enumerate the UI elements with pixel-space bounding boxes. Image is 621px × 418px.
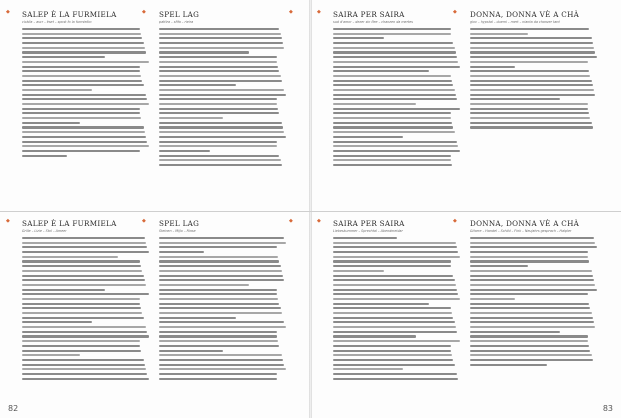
text-line — [22, 94, 146, 96]
body-text — [333, 28, 461, 166]
text-line — [470, 298, 515, 300]
text-line — [333, 265, 451, 267]
text-line — [333, 164, 452, 166]
text-line — [22, 141, 147, 143]
text-line — [333, 37, 384, 39]
text-line — [159, 155, 279, 157]
text-line — [159, 112, 279, 114]
text-line — [333, 340, 460, 342]
text-line — [333, 359, 453, 361]
text-line — [470, 279, 594, 281]
section-subtitle: Grille – Lizie – Stol – Ameer — [22, 229, 67, 233]
text-line — [470, 350, 590, 352]
text-line — [470, 312, 592, 314]
text-line — [470, 112, 589, 114]
text-line — [470, 270, 592, 272]
text-line — [22, 56, 105, 58]
text-line — [470, 321, 594, 323]
section-title: DONNA, DONNA VÈ A CHÀ — [470, 10, 580, 19]
text-line — [470, 364, 547, 366]
left-page-bottom-half — [0, 213, 310, 418]
text-line — [470, 284, 595, 286]
text-line — [159, 98, 277, 100]
section-subtitle: cicàlia – ascr – èset – spost fo la furmielbo — [22, 20, 92, 24]
text-line — [470, 70, 589, 72]
page-number: 83 — [602, 404, 613, 413]
marker-icon: ◆ — [289, 218, 293, 224]
text-line — [159, 279, 284, 281]
text-line — [333, 298, 460, 300]
text-line — [333, 246, 457, 248]
text-column — [333, 219, 461, 415]
text-line — [159, 164, 282, 166]
text-line — [22, 84, 144, 86]
section-title: SALEP È LA FURMIELA — [22, 219, 117, 228]
left-page — [0, 0, 310, 418]
section-title: SPEL LAG — [159, 10, 200, 19]
text-line — [22, 103, 149, 105]
text-line — [470, 359, 593, 361]
text-line — [22, 242, 146, 244]
text-line — [159, 312, 282, 314]
text-line — [22, 298, 140, 300]
body-text — [159, 28, 287, 166]
text-line — [22, 326, 146, 328]
text-line — [470, 340, 588, 342]
text-line — [470, 51, 595, 53]
right-page-top-half — [311, 4, 621, 209]
text-line — [22, 260, 140, 262]
text-line — [470, 80, 592, 82]
text-line — [333, 108, 460, 110]
text-line — [159, 317, 236, 319]
marker-icon: ◆ — [453, 218, 457, 224]
text-line — [159, 335, 277, 337]
text-line — [333, 289, 457, 291]
text-line — [22, 126, 144, 128]
text-line — [159, 237, 284, 239]
text-line — [159, 89, 284, 91]
section-subtitle: sud d'amor – dezer sin flee – chanzen da mertes — [333, 20, 413, 24]
text-line — [333, 155, 451, 157]
text-column — [159, 219, 287, 415]
text-line — [333, 303, 429, 305]
section-title: SALEP È LA FURMIELA — [22, 10, 117, 19]
text-column — [159, 10, 287, 206]
text-line — [333, 378, 458, 380]
text-line — [470, 66, 515, 68]
text-line — [159, 136, 286, 138]
text-line — [333, 103, 416, 105]
text-line — [470, 42, 593, 44]
text-line — [22, 275, 144, 277]
text-line — [333, 56, 457, 58]
text-line — [470, 265, 528, 267]
text-line — [159, 270, 282, 272]
text-line — [333, 150, 460, 152]
text-line — [22, 66, 140, 68]
text-line — [470, 246, 597, 248]
text-line — [159, 359, 283, 361]
text-line — [333, 33, 451, 35]
text-line — [159, 28, 279, 30]
text-line — [22, 89, 92, 91]
text-line — [333, 136, 403, 138]
text-line — [470, 326, 595, 328]
text-line — [22, 364, 145, 366]
text-line — [470, 331, 560, 333]
text-line — [22, 378, 149, 380]
marker-icon: ◆ — [6, 218, 10, 224]
text-line — [22, 150, 140, 152]
text-line — [22, 131, 145, 133]
text-line — [22, 155, 67, 157]
text-line — [470, 98, 560, 100]
text-line — [159, 126, 283, 128]
text-line — [159, 364, 284, 366]
text-line — [159, 289, 277, 291]
text-line — [22, 37, 142, 39]
text-line — [159, 326, 286, 328]
text-line — [22, 373, 147, 375]
text-line — [159, 378, 277, 380]
text-line — [333, 284, 456, 286]
text-line — [470, 289, 597, 291]
text-line — [333, 270, 384, 272]
text-line — [333, 317, 453, 319]
text-line — [22, 284, 146, 286]
text-line — [470, 75, 590, 77]
text-line — [470, 103, 588, 105]
section-subtitle: giov – hypstal – duemi – mert – nianta da chanzer tant — [470, 20, 560, 24]
marker-icon: ◆ — [317, 9, 321, 15]
text-line — [333, 312, 452, 314]
section-title: SAIRA PER SAIRA — [333, 10, 405, 19]
text-line — [159, 150, 210, 152]
text-line — [333, 256, 460, 258]
text-line — [333, 51, 456, 53]
body-text — [159, 237, 287, 380]
right-page — [311, 0, 621, 418]
text-line — [22, 108, 140, 110]
text-line — [333, 131, 455, 133]
text-line — [333, 117, 451, 119]
text-line — [470, 56, 597, 58]
text-line — [333, 61, 458, 63]
text-line — [159, 265, 281, 267]
text-line — [159, 331, 277, 333]
section-subtitle: Steinen – Mijlo – Rinse — [159, 229, 196, 233]
text-line — [22, 246, 147, 248]
text-line — [159, 321, 284, 323]
text-line — [333, 84, 453, 86]
text-line — [159, 70, 279, 72]
text-line — [333, 66, 460, 68]
text-column — [22, 10, 150, 206]
text-line — [159, 84, 236, 86]
text-line — [470, 335, 588, 337]
text-line — [22, 112, 140, 114]
text-line — [159, 246, 277, 248]
text-line — [333, 251, 458, 253]
text-line — [22, 321, 92, 323]
text-line — [159, 303, 279, 305]
text-line — [159, 56, 277, 58]
text-line — [333, 364, 455, 366]
text-line — [22, 345, 140, 347]
text-line — [22, 279, 145, 281]
text-line — [333, 122, 452, 124]
text-line — [22, 312, 142, 314]
text-line — [470, 47, 594, 49]
text-line — [159, 293, 277, 295]
text-line — [159, 345, 279, 347]
text-line — [470, 256, 588, 258]
section-title: SPEL LAG — [159, 219, 200, 228]
text-line — [22, 335, 149, 337]
text-line — [22, 145, 149, 147]
text-line — [159, 340, 278, 342]
text-line — [159, 33, 281, 35]
text-line — [159, 284, 249, 286]
text-line — [159, 47, 284, 49]
text-line — [22, 293, 149, 295]
marker-icon: ◆ — [317, 218, 321, 224]
text-line — [159, 108, 278, 110]
marker-icon: ◆ — [289, 9, 293, 15]
marker-icon: ◆ — [453, 9, 457, 15]
text-line — [159, 131, 284, 133]
text-line — [22, 265, 141, 267]
text-line — [470, 237, 594, 239]
section-title: DONNA, DONNA VÈ A CHÀ — [470, 219, 580, 228]
text-line — [159, 42, 283, 44]
text-line — [159, 117, 223, 119]
text-line — [159, 260, 279, 262]
text-line — [470, 28, 589, 30]
text-column — [470, 10, 598, 206]
text-line — [159, 103, 277, 105]
right-page-bottom-half — [311, 213, 621, 418]
text-line — [22, 317, 144, 319]
text-line — [470, 126, 593, 128]
text-line — [470, 293, 588, 295]
text-line — [159, 94, 286, 96]
marker-icon: ◆ — [142, 9, 146, 15]
text-line — [22, 270, 142, 272]
text-line — [333, 242, 456, 244]
text-line — [470, 260, 589, 262]
text-line — [22, 307, 141, 309]
text-line — [333, 331, 457, 333]
text-line — [159, 275, 283, 277]
text-line — [333, 145, 458, 147]
text-line — [333, 94, 456, 96]
text-line — [22, 61, 149, 63]
text-line — [333, 89, 455, 91]
text-line — [333, 373, 457, 375]
marker-icon: ◆ — [142, 218, 146, 224]
text-line — [333, 293, 458, 295]
text-line — [22, 251, 149, 253]
text-line — [470, 37, 592, 39]
text-line — [22, 303, 140, 305]
text-line — [22, 237, 145, 239]
text-line — [333, 326, 456, 328]
text-line — [470, 108, 588, 110]
section-subtitle: pattira – sfifa – rieira — [159, 20, 194, 24]
text-line — [22, 28, 140, 30]
text-line — [333, 335, 416, 337]
text-line — [333, 279, 455, 281]
text-line — [470, 117, 590, 119]
text-line — [22, 98, 147, 100]
text-line — [333, 141, 457, 143]
body-text — [470, 237, 598, 366]
text-line — [470, 275, 593, 277]
text-line — [159, 251, 204, 253]
text-line — [333, 126, 453, 128]
section-divider — [0, 211, 621, 212]
text-line — [470, 307, 590, 309]
text-line — [333, 42, 453, 44]
text-line — [159, 80, 282, 82]
book-gutter — [309, 0, 312, 418]
text-line — [159, 75, 281, 77]
text-line — [159, 159, 281, 161]
text-line — [470, 354, 592, 356]
text-line — [159, 66, 278, 68]
text-line — [22, 70, 140, 72]
text-line — [333, 321, 455, 323]
text-line — [22, 33, 141, 35]
text-line — [22, 47, 145, 49]
body-text — [22, 237, 150, 380]
text-line — [470, 345, 589, 347]
text-line — [22, 256, 118, 258]
text-line — [333, 307, 451, 309]
text-line — [470, 33, 528, 35]
text-line — [22, 42, 144, 44]
text-line — [470, 303, 589, 305]
text-line — [470, 84, 593, 86]
text-line — [159, 37, 282, 39]
text-line — [333, 47, 455, 49]
text-line — [22, 117, 141, 119]
text-line — [470, 89, 594, 91]
text-line — [22, 354, 80, 356]
text-line — [159, 122, 282, 124]
text-line — [159, 307, 281, 309]
text-line — [159, 145, 277, 147]
text-line — [159, 350, 223, 352]
text-line — [22, 359, 144, 361]
body-text — [470, 28, 598, 129]
body-text — [22, 28, 150, 157]
text-line — [333, 354, 452, 356]
text-column — [22, 219, 150, 415]
text-line — [22, 51, 146, 53]
text-line — [22, 136, 146, 138]
text-line — [333, 368, 403, 370]
text-line — [159, 354, 282, 356]
text-line — [22, 340, 140, 342]
text-line — [159, 298, 278, 300]
text-line — [333, 80, 452, 82]
text-line — [333, 159, 451, 161]
body-text — [333, 237, 461, 380]
text-line — [333, 237, 397, 239]
text-line — [159, 368, 286, 370]
text-line — [470, 242, 595, 244]
section-subtitle: Gitarre – Handel – Schild – Fink – Neujahrs gesprach – Halpler — [470, 229, 572, 233]
text-line — [159, 51, 249, 53]
text-line — [333, 350, 451, 352]
text-column — [333, 10, 461, 206]
text-line — [159, 61, 277, 63]
text-line — [333, 28, 451, 30]
text-line — [22, 122, 80, 124]
text-line — [22, 289, 105, 291]
text-line — [333, 70, 429, 72]
text-line — [333, 112, 451, 114]
text-line — [333, 75, 451, 77]
text-line — [470, 317, 593, 319]
text-line — [470, 61, 588, 63]
text-line — [22, 331, 147, 333]
text-line — [22, 368, 146, 370]
text-line — [22, 350, 141, 352]
text-line — [333, 345, 451, 347]
text-line — [159, 242, 286, 244]
text-line — [333, 275, 453, 277]
left-page-top-half — [0, 4, 310, 209]
text-line — [22, 80, 142, 82]
section-title: SAIRA PER SAIRA — [333, 219, 405, 228]
text-line — [333, 260, 451, 262]
marker-icon: ◆ — [6, 9, 10, 15]
text-column — [470, 219, 598, 415]
section-subtitle: Liebeskummer – Sprechtal – Abendmeidar — [333, 229, 403, 233]
text-line — [470, 94, 595, 96]
text-line — [22, 75, 141, 77]
text-line — [159, 373, 277, 375]
text-line — [159, 256, 278, 258]
text-line — [333, 98, 457, 100]
text-line — [159, 141, 277, 143]
text-line — [470, 122, 592, 124]
text-line — [470, 251, 588, 253]
page-number: 82 — [8, 404, 19, 413]
